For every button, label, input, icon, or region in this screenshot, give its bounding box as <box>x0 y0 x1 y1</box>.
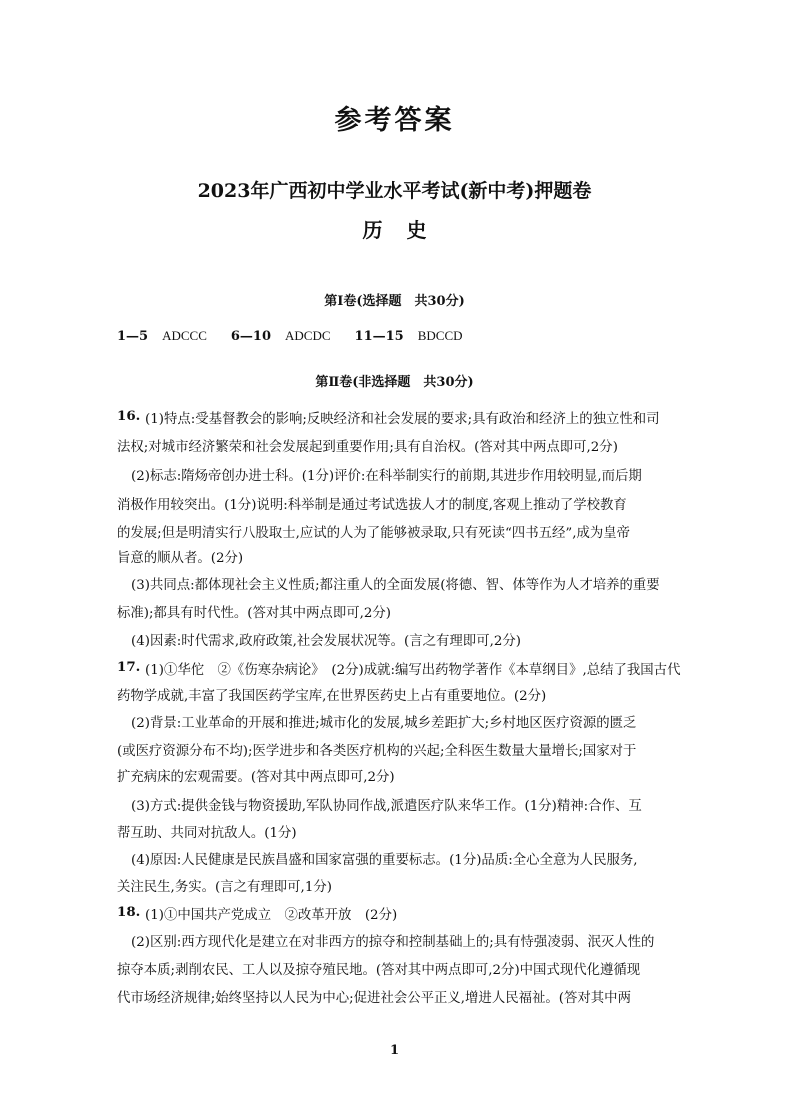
subject-char-1: 历 <box>362 218 383 242</box>
answer-line: 代市场经济规律;始终坚持以人民为中心;促进社会公平正义,增进人民福祉。(答对其中两 <box>117 991 631 1006</box>
mcq-answers: ADCCC <box>162 328 207 343</box>
subject-title <box>0 214 789 243</box>
answer-line: 的发展;但是明清实行八股取士,应试的人为了能够被录取,只有死读“四书五经”,成为皇帝 <box>117 526 631 541</box>
answer-line: 扩充病床的宏观需要。(答对其中两点即可,2分) <box>117 770 395 785</box>
exam-title: 2023年广西初中学业水平考试(新中考)押题卷 <box>197 180 592 202</box>
answer-line: 关注民生,务实。(言之有理即可,1分) <box>117 880 332 895</box>
answer-line: (2)区别:西方现代化是建立在对非西方的掠夺和控制基础上的;具有恃强凌弱、泯灭人性的 <box>131 935 655 950</box>
question-number: 18. <box>117 904 141 920</box>
answer-line: (1)①中国共产党成立 ②改革开放 (2分) <box>145 908 398 923</box>
page-title: 参考答案 <box>334 105 455 136</box>
answer-line: (1)①华佗 ②《伤寒杂病论》 (2分)成就:编写出药物学著作《本草纲目》,总结了我国古代 <box>145 663 681 678</box>
mcq-answers: ADCDC <box>285 328 331 343</box>
answer-line: (或医疗资源分布不均);医学进步和各类医疗机构的兴起;全科医生数量大量增长;国家对于 <box>117 744 637 759</box>
answer-line: (1)特点:受基督教会的影响;反映经济和社会发展的要求;具有政治和经济上的独立性和司 <box>145 412 660 427</box>
section-1-heading: 第Ⅰ卷(选择题 共30分) <box>324 294 465 309</box>
answer-line: 药物学成就,丰富了我国医药学宝库,在世界医药史上占有重要地位。(2分) <box>117 689 547 704</box>
subject-char-2: 史 <box>406 218 427 242</box>
answer-line: (3)共同点:都体现社会主义性质;都注重人的全面发展(将德、智、体等作为人才培养的重要 <box>131 578 660 593</box>
question-number: 16. <box>117 408 141 424</box>
answer-line: (2)标志:隋炀帝创办进士科。(1分)评价:在科举制实行的前期,其进步作用较明显,而后期 <box>131 469 642 484</box>
answer-line: 消极作用较突出。(1分)说明:科举制是通过考试选拔人才的制度,客观上推动了学校教育 <box>117 498 627 513</box>
multiple-choice-answers <box>117 328 487 344</box>
answer-line: 法权;对城市经济繁荣和社会发展起到重要作用;具有自治权。(答对其中两点即可,2分) <box>117 440 618 455</box>
mcq-range: 11—15 <box>354 329 404 344</box>
answer-line: 掠夺本质;剥削农民、工人以及掠夺殖民地。(答对其中两点即可,2分)中国式现代化遵循现 <box>117 963 641 978</box>
answer-line: (4)因素:时代需求,政府政策,社会发展状况等。(言之有理即可,2分) <box>131 634 521 649</box>
answer-line: (3)方式:提供金钱与物资援助,军队协同作战,派遣医疗队来华工作。(1分)精神:合作、互 <box>131 799 642 814</box>
answer-line: 帮互助、共同对抗敌人。(1分) <box>117 826 297 841</box>
answer-line: (4)原因:人民健康是民族昌盛和国家富强的重要标志。(1分)品质:全心全意为人民服务, <box>131 853 638 868</box>
section-2-heading: 第Ⅱ卷(非选择题 共30分) <box>315 375 474 390</box>
page-number: 1 <box>389 1043 400 1058</box>
mcq-range: 6—10 <box>230 329 272 344</box>
mcq-range: 1—5 <box>117 329 149 344</box>
answer-line: (2)背景:工业革命的开展和推进;城市化的发展,城乡差距扩大;乡村地区医疗资源的匮乏 <box>131 716 637 731</box>
mcq-answers: BDCCD <box>417 328 463 343</box>
question-number: 17. <box>117 659 141 675</box>
answer-line: 旨意的顺从者。(2分) <box>117 551 244 566</box>
answer-line: 标准);都具有时代性。(答对其中两点即可,2分) <box>117 606 391 621</box>
